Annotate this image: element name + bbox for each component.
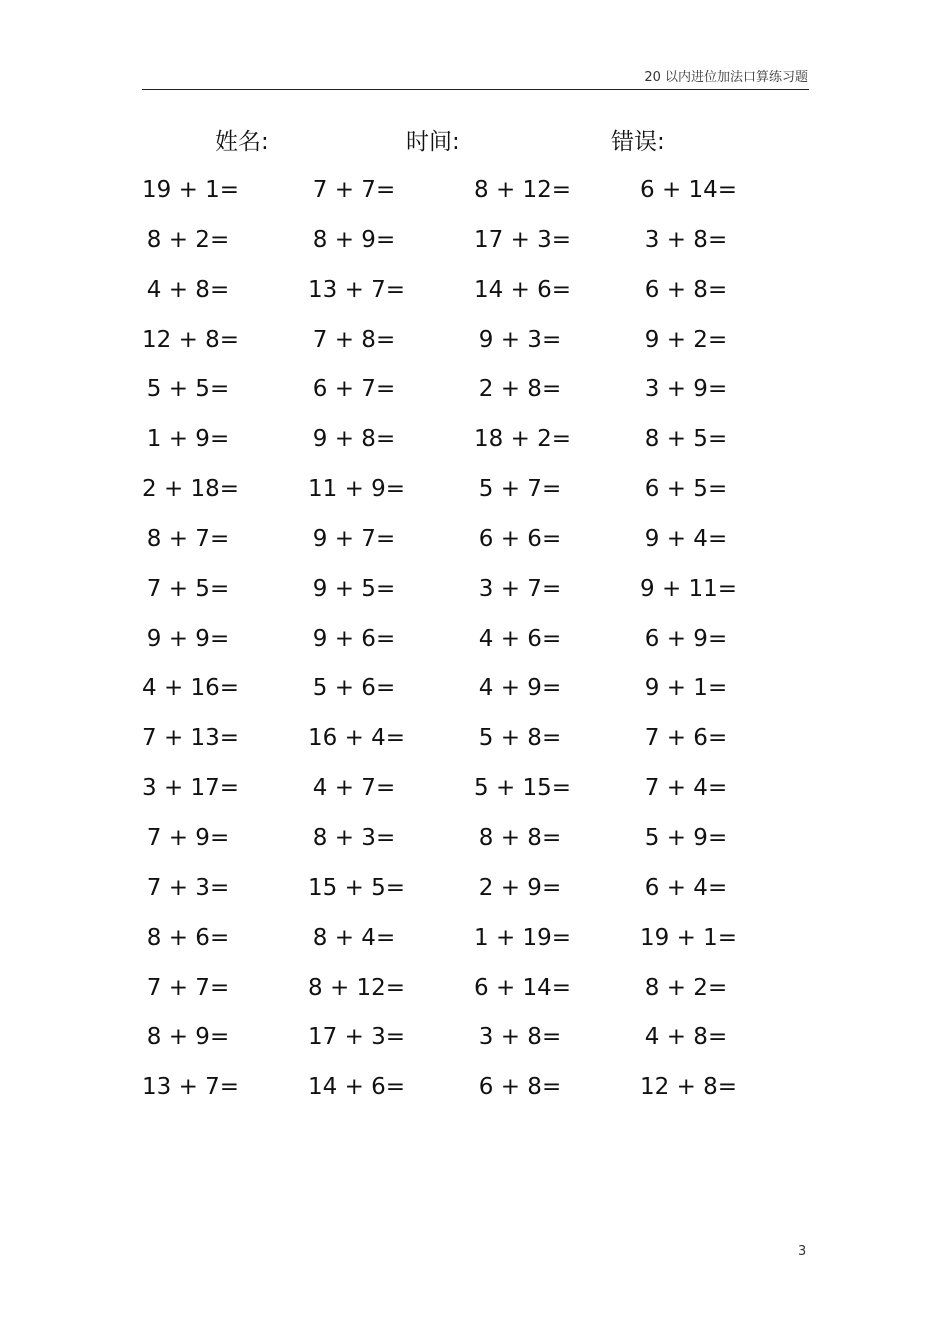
problem-item: 6 + 5= — [644, 476, 728, 503]
problem-item: 9 + 8= — [312, 426, 396, 453]
page-number: 3 — [798, 1244, 807, 1259]
problem-item: 1 + 19= — [474, 924, 572, 951]
problem-item: 3 + 9= — [644, 376, 728, 403]
errors-label: 错误: — [611, 129, 665, 155]
problem-item: 7 + 3= — [146, 874, 230, 901]
problem-item: 4 + 8= — [644, 1024, 728, 1051]
problem-item: 6 + 7= — [312, 376, 396, 403]
problem-item: 4 + 16= — [142, 675, 240, 702]
problem-item: 16 + 4= — [308, 725, 406, 752]
header-title: 20 以内进位加法口算练习题 — [644, 70, 808, 85]
problem-item: 3 + 8= — [478, 1024, 562, 1051]
problem-item: 9 + 1= — [644, 675, 728, 702]
problem-item: 9 + 4= — [644, 525, 728, 552]
header-divider — [142, 89, 809, 90]
problem-item: 3 + 7= — [478, 575, 562, 602]
problem-item: 8 + 3= — [312, 824, 396, 851]
problem-item: 6 + 14= — [474, 974, 572, 1001]
problem-item: 7 + 7= — [146, 974, 230, 1001]
problem-item: 3 + 8= — [644, 226, 728, 253]
problem-item: 9 + 9= — [146, 625, 230, 652]
problem-item: 7 + 13= — [142, 725, 240, 752]
problem-item: 8 + 12= — [308, 974, 406, 1001]
problem-item: 7 + 4= — [644, 775, 728, 802]
problem-item: 8 + 5= — [644, 426, 728, 453]
problem-item: 8 + 4= — [312, 924, 396, 951]
problem-item: 6 + 4= — [644, 874, 728, 901]
problem-item: 8 + 2= — [644, 974, 728, 1001]
problem-item: 9 + 3= — [478, 326, 562, 353]
name-label: 姓名: — [215, 129, 269, 155]
problem-item: 2 + 8= — [478, 376, 562, 403]
problem-item: 7 + 6= — [644, 725, 728, 752]
problem-item: 6 + 8= — [644, 276, 728, 303]
problem-item: 8 + 2= — [146, 226, 230, 253]
problem-item: 9 + 2= — [644, 326, 728, 353]
problem-item: 14 + 6= — [474, 276, 572, 303]
problem-item: 9 + 11= — [640, 575, 738, 602]
time-label: 时间: — [406, 129, 460, 155]
problem-item: 17 + 3= — [308, 1024, 406, 1051]
problem-item: 18 + 2= — [474, 426, 572, 453]
problem-item: 9 + 7= — [312, 525, 396, 552]
problem-item: 4 + 9= — [478, 675, 562, 702]
problem-item: 5 + 9= — [644, 824, 728, 851]
problem-item: 6 + 9= — [644, 625, 728, 652]
problem-item: 1 + 9= — [146, 426, 230, 453]
problem-item: 8 + 7= — [146, 525, 230, 552]
problem-item: 13 + 7= — [308, 276, 406, 303]
problem-item: 5 + 5= — [146, 376, 230, 403]
problem-item: 8 + 9= — [146, 1024, 230, 1051]
problem-item: 4 + 7= — [312, 775, 396, 802]
problem-item: 7 + 8= — [312, 326, 396, 353]
problem-item: 8 + 6= — [146, 924, 230, 951]
problem-item: 7 + 9= — [146, 824, 230, 851]
problem-item: 15 + 5= — [308, 874, 406, 901]
problem-item: 8 + 9= — [312, 226, 396, 253]
problem-item: 17 + 3= — [474, 226, 572, 253]
problem-item: 3 + 17= — [142, 775, 240, 802]
problem-item: 8 + 8= — [478, 824, 562, 851]
problem-item: 2 + 9= — [478, 874, 562, 901]
problem-item: 7 + 7= — [312, 177, 396, 203]
problem-item: 13 + 7= — [142, 1074, 240, 1101]
problem-item: 7 + 5= — [146, 575, 230, 602]
problem-item: 6 + 8= — [478, 1074, 562, 1101]
problem-item: 4 + 8= — [146, 276, 230, 303]
problem-item: 14 + 6= — [308, 1074, 406, 1101]
problem-item: 6 + 14= — [640, 177, 738, 203]
problem-item: 11 + 9= — [308, 476, 406, 503]
problem-item: 4 + 6= — [478, 625, 562, 652]
problem-item: 5 + 6= — [312, 675, 396, 702]
problem-item: 19 + 1= — [640, 924, 738, 951]
problem-item: 5 + 7= — [478, 476, 562, 503]
problem-item: 8 + 12= — [474, 177, 572, 203]
problem-item: 12 + 8= — [640, 1074, 738, 1101]
problem-item: 12 + 8= — [142, 326, 240, 353]
problem-item: 9 + 5= — [312, 575, 396, 602]
problem-item: 5 + 15= — [474, 775, 572, 802]
problem-grid — [142, 166, 762, 1113]
problem-item: 5 + 8= — [478, 725, 562, 752]
problem-item: 19 + 1= — [142, 177, 240, 203]
problem-item: 2 + 18= — [142, 476, 240, 503]
problem-item: 6 + 6= — [478, 525, 562, 552]
problem-item: 9 + 6= — [312, 625, 396, 652]
